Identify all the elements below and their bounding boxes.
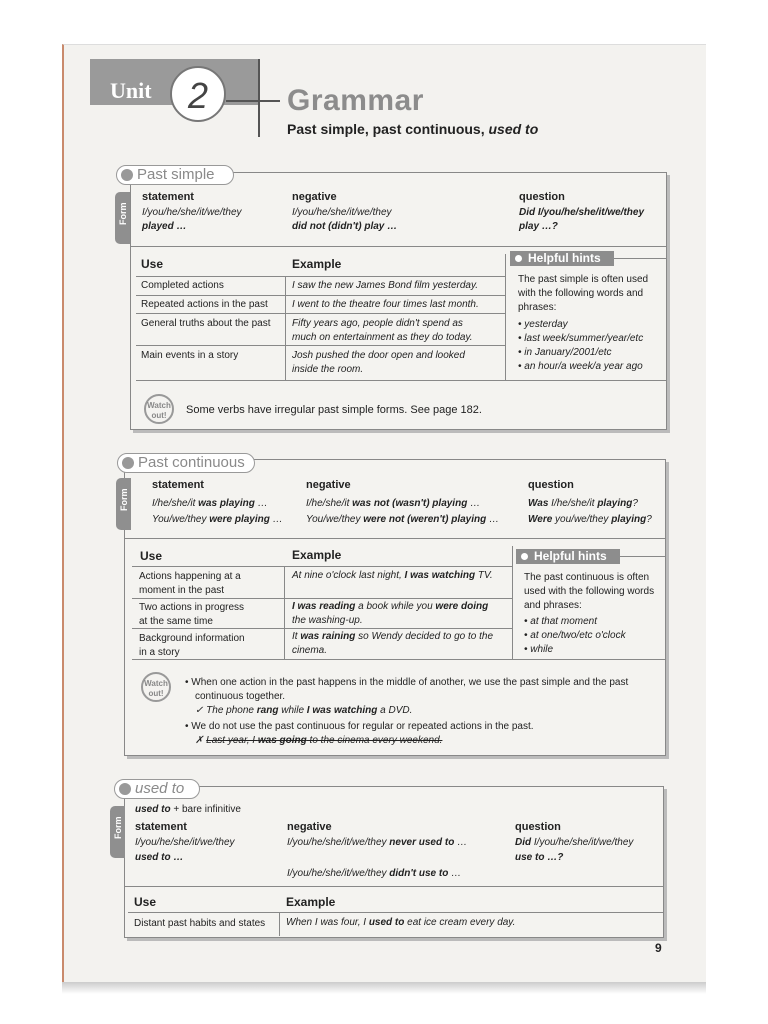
hint-icon [513, 253, 524, 264]
watch-out-example: ✗ Last year, I was going to the cinema every weekend. [195, 735, 443, 746]
hint-item: • while [524, 644, 554, 655]
statement-line-1: I/you/he/she/it/we/they [135, 837, 235, 848]
use-cell: General truths about the past [141, 318, 271, 329]
example-cell: cinema. [292, 645, 328, 656]
negative-line-1: I/you/he/she/it/we/they [292, 207, 392, 218]
unit-divider [258, 59, 260, 137]
column-divider [285, 276, 286, 380]
use-cell: Main events in a story [141, 350, 239, 361]
statement-line-2: played … [142, 221, 187, 232]
question-line-1: Did I/you/he/she/it/we/they [519, 207, 645, 218]
column-divider [279, 912, 280, 936]
hints-text: The past simple is often used [518, 274, 649, 285]
watch-out-text: Some verbs have irregular past simple forms. See page 182. [186, 404, 482, 416]
use-cell: Two actions in progress [139, 602, 245, 613]
unit-label: Unit [110, 78, 152, 103]
example-cell: much on entertainment as they do today. [292, 332, 473, 343]
example-head: Example [292, 257, 342, 271]
hint-item: • yesterday [518, 319, 568, 330]
column-divider [284, 566, 285, 659]
use-cell: Repeated actions in the past [141, 299, 268, 310]
divider [132, 566, 512, 567]
example-cell: inside the room. [292, 364, 364, 375]
past-simple-heading: Past simple [116, 165, 234, 185]
example-cell: At nine o'clock last night, I was watching TV. [292, 570, 493, 581]
use-head: Use [140, 549, 163, 563]
unit-connector [226, 100, 280, 102]
column-divider [512, 546, 513, 659]
watch-out-icon: Watch out! [144, 394, 174, 424]
past-continuous-heading: Past continuous [117, 453, 255, 473]
question-head: question [515, 821, 561, 833]
use-head: Use [134, 895, 157, 909]
watch-out-text: • We do not use the past continuous for regular or repeated actions in the past. [185, 721, 534, 732]
watch-out-example: ✓ The phone rang while I was watching a DVD. [195, 705, 413, 716]
divider [132, 659, 666, 660]
hints-text: with the following words and [518, 288, 644, 299]
bullet-icon [119, 783, 131, 795]
question-line-2: Were you/we/they playing? [528, 514, 652, 525]
example-cell: Fifty years ago, people didn't spend as [292, 318, 463, 329]
statement-line-2: used to … [135, 852, 184, 863]
use-cell: Distant past habits and states [134, 918, 266, 929]
helpful-hints-heading: Helpful hints [516, 549, 620, 564]
page-edge [62, 982, 706, 994]
used-to-heading: used to [114, 779, 200, 799]
question-line-2: use to …? [515, 852, 564, 863]
example-cell: It was raining so Wendy decided to go to the [292, 631, 494, 642]
statement-head: statement [135, 821, 187, 833]
example-cell: the washing-up. [292, 615, 363, 626]
divider [614, 258, 666, 259]
example-cell: When I was four, I used to eat ice cream every day. [286, 917, 516, 928]
example-cell: I went to the theatre four times last month. [292, 299, 479, 310]
example-cell: I was reading a book while you were doing [292, 601, 489, 612]
form-tab: Form [115, 192, 130, 244]
example-cell: I saw the new James Bond film yesterday. [292, 280, 479, 291]
divider [136, 380, 667, 381]
divider [136, 276, 505, 277]
page-title: Grammar [287, 84, 424, 117]
divider [136, 345, 505, 346]
divider [620, 556, 666, 557]
watch-out-text: continuous together. [195, 691, 286, 702]
hint-item: • last week/summer/year/etc [518, 333, 644, 344]
divider [132, 628, 512, 629]
page-number: 9 [655, 941, 662, 955]
statement-line-2: You/we/they were playing … [152, 514, 283, 525]
hint-item: • at that moment [524, 616, 597, 627]
negative-line-1: I/he/she/it was not (wasn't) playing … [306, 498, 481, 509]
divider [130, 246, 667, 247]
example-head: Example [286, 895, 336, 909]
statement-head: statement [152, 479, 204, 491]
negative-line-2: did not (didn't) play … [292, 221, 398, 232]
use-cell: in a story [139, 647, 180, 658]
bullet-icon [121, 169, 133, 181]
hints-text: used with the following words [524, 586, 655, 597]
question-line-1: Did I/you/he/she/it/we/they [515, 837, 634, 848]
use-cell: at the same time [139, 616, 213, 627]
column-divider [505, 254, 506, 380]
use-head: Use [141, 257, 164, 271]
divider [124, 886, 664, 887]
hints-text: The past continuous is often [524, 572, 650, 583]
question-head: question [519, 191, 565, 203]
hint-item: • an hour/a week/a year ago [518, 361, 643, 372]
used-to-rule: used to + bare infinitive [135, 804, 241, 815]
question-line-1: Was I/he/she/it playing? [528, 498, 638, 509]
form-tab: Form [116, 478, 131, 530]
form-tab: Form [110, 806, 125, 858]
use-cell: Background information [139, 633, 245, 644]
use-cell: Actions happening at a [139, 571, 241, 582]
unit-number: 2 [170, 66, 226, 122]
hints-text: and phrases: [524, 600, 582, 611]
hint-icon [519, 551, 530, 562]
negative-line-2: You/we/they were not (weren't) playing … [306, 514, 499, 525]
statement-head: statement [142, 191, 194, 203]
question-line-2: play …? [519, 221, 558, 232]
use-cell: moment in the past [139, 585, 225, 596]
negative-head: negative [287, 821, 332, 833]
question-head: question [528, 479, 574, 491]
negative-line-2: I/you/he/she/it/we/they didn't use to … [287, 868, 462, 879]
divider [136, 313, 505, 314]
divider [136, 295, 505, 296]
example-head: Example [292, 548, 342, 562]
divider [124, 538, 666, 539]
helpful-hints-heading: Helpful hints [510, 251, 614, 266]
statement-line-1: I/he/she/it was playing … [152, 498, 268, 509]
watch-out-text: • When one action in the past happens in the middle of another, we use the past simple and the past [185, 677, 629, 688]
use-cell: Completed actions [141, 280, 224, 291]
example-cell: Josh pushed the door open and looked [292, 350, 465, 361]
hint-item: • in January/2001/etc [518, 347, 612, 358]
hints-text: phrases: [518, 302, 557, 313]
watch-out-icon: Watch out! [141, 672, 171, 702]
divider [132, 598, 512, 599]
statement-line-1: I/you/he/she/it/we/they [142, 207, 242, 218]
divider [128, 912, 664, 913]
hint-item: • at one/two/etc o'clock [524, 630, 626, 641]
bullet-icon [122, 457, 134, 469]
negative-line-1: I/you/he/she/it/we/they never used to … [287, 837, 468, 848]
page-subtitle: Past simple, past continuous, used to [287, 121, 539, 137]
negative-head: negative [306, 479, 351, 491]
negative-head: negative [292, 191, 337, 203]
